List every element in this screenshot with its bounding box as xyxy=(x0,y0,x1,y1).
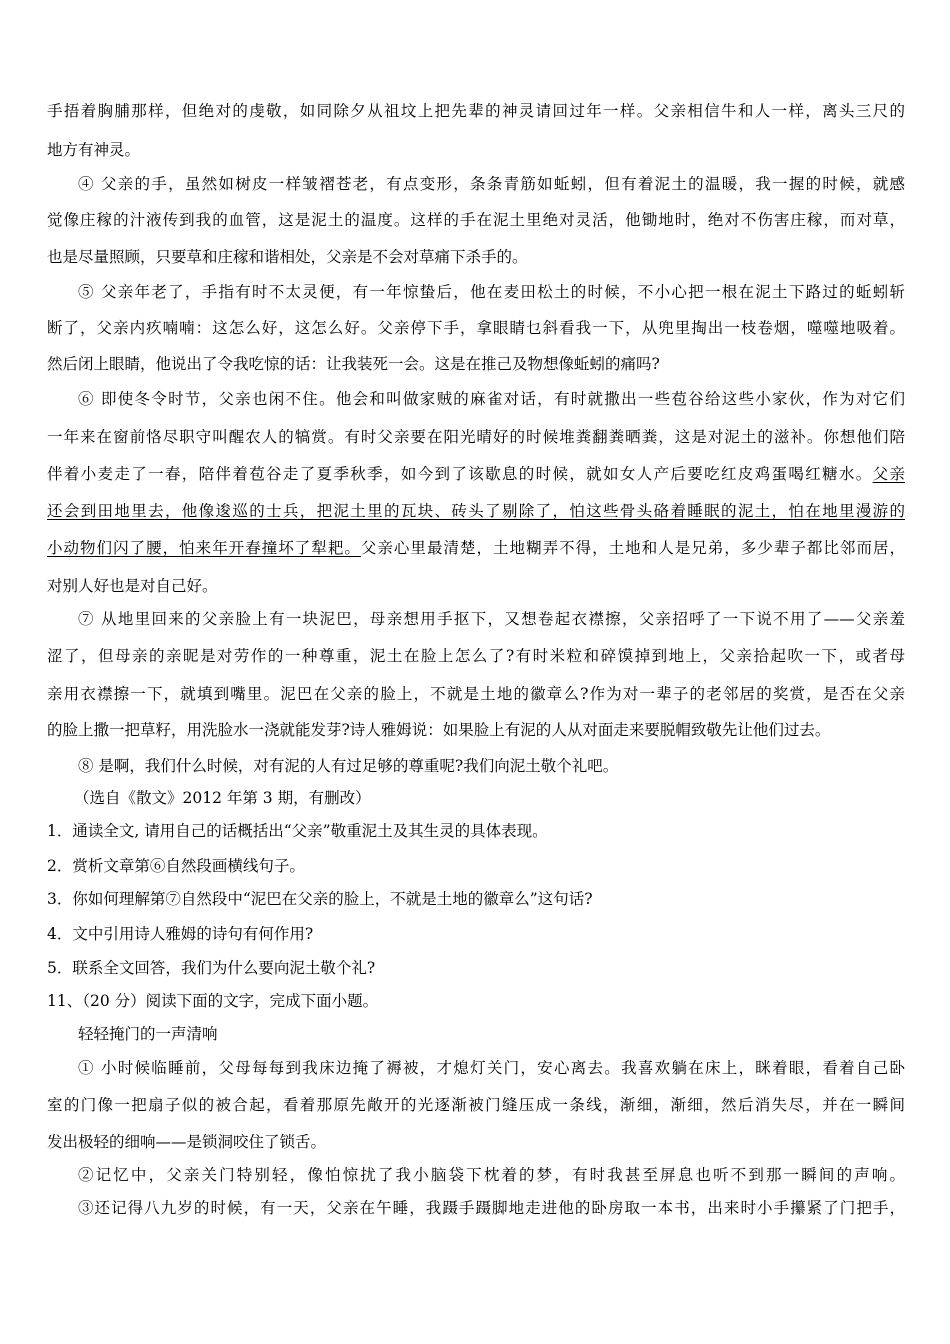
article-paragraph-1-line-1: ① 小时候临睡前，父母每每到我床边掩了褥被，才熄灯关门，安心离去。我喜欢躺在床上，眯着眼，看着自己卧 xyxy=(78,1059,905,1077)
source-note: （选自《散文》2012 年第 3 期，有删改） xyxy=(74,789,371,807)
paragraph-6-line-3 xyxy=(47,464,905,484)
question-11-heading: 11、（20 分）阅读下面的文字，完成下面小题。 xyxy=(47,992,379,1010)
article-paragraph-2: ②记忆中，父亲关门特别轻，像怕惊扰了我小脑袋下枕着的梦，有时我甚至屏息也听不到那一瞬间的声响。 xyxy=(78,1166,905,1184)
paragraph-6-line-6: 对别人好也是对自己好。 xyxy=(47,577,218,595)
question-3: 3．你如何理解第⑦自然段中“泥巴在父亲的脸上，不就是土地的徽章么”这句话? xyxy=(47,890,593,908)
paragraph-7-line-2: 涩了，但母亲的亲昵是对劳作的一种尊重，泥土在脸上怎么了?有时米粒和碎馍掉到地上，父亲拾起吹一下，或者母 xyxy=(47,647,905,665)
paragraph-4-line-1: ④ 父亲的手，虽然如树皮一样皱褶苍老，有点变形，条条青筋如蚯蚓，但有着泥土的温暖，我一握的时候，就感 xyxy=(78,175,905,193)
paragraph-5-line-3: 然后闭上眼睛，他说出了令我吃惊的话：让我装死一会。这是在推己及物想像蚯蚓的痛吗? xyxy=(47,355,660,373)
paragraph-6-text: 伴着小麦走了一春，陪伴着苞谷走了夏季秋季，如今到了该歇息的时候，就如女人产后要吃红皮鸡蛋喝红糖水。 xyxy=(47,465,873,483)
article-paragraph-1-line-2: 室的门像一把扇子似的被合起，看着那原先敞开的光逐渐被门缝压成一条线，渐细，渐细，然后消失尽，并在一瞬间 xyxy=(47,1096,905,1114)
paragraph-7-line-3: 亲用衣襟擦一下，就填到嘴里。泥巴在父亲的脸上，不就是土地的徽章么?作为对一辈子的老邻居的奖赏，是否在父亲 xyxy=(47,685,905,703)
paragraph-8: ⑧ 是啊，我们什么时候，对有泥的人有过足够的尊重呢?我们向泥土敬个礼吧。 xyxy=(78,757,619,775)
underlined-sentence: 父亲 xyxy=(872,465,905,483)
question-1: 1．通读全文, 请用自己的话概括出“父亲”敬重泥土及其生灵的具体表现。 xyxy=(47,822,548,840)
paragraph-5-line-1: ⑤ 父亲年老了，手指有时不太灵便，有一年惊蛰后，他在麦田松土的时候，不小心把一根在泥土下路过的蚯蚓斩 xyxy=(78,283,905,301)
article-paragraph-3: ③还记得八九岁的时候，有一天，父亲在午睡，我蹑手蹑脚地走进他的卧房取一本书，出来时小手攥紧了门把手， xyxy=(78,1199,905,1217)
paragraph-5-line-2: 断了，父亲内疚喃喃：这怎么好，这怎么好。父亲停下手，拿眼睛乜斜看我一下，从兜里掏出一枝卷烟，噬噬地吸着。 xyxy=(47,319,905,337)
article-paragraph-1-line-3: 发出极轻的细响——是锁洞咬住了锁舌。 xyxy=(47,1133,327,1151)
paragraph-6-line-5 xyxy=(47,538,905,558)
underlined-sentence-line-2: 还会到田地里去，他像逡巡的士兵，把泥土里的瓦块、砖头了剔除了，怕这些骨头硌着睡眠的泥土，怕在地里漫游的 xyxy=(47,502,905,520)
question-5: 5．联系全文回答，我们为什么要向泥土敬个礼? xyxy=(47,959,376,977)
paragraph-7-line-1: ⑦ 从地里回来的父亲脸上有一块泥巴，母亲想用手抠下，又想卷起衣襟擦，父亲招呼了一下说不用了——父亲羞 xyxy=(78,610,905,628)
paragraph-6-line-1: ⑥ 即使冬令时节，父亲也闲不住。他会和叫做家贼的麻雀对话，有时就撒出一些苞谷给这些小家伙，作为对它们 xyxy=(78,390,905,408)
paragraph-4-line-2: 觉像庄稼的汁液传到我的血管，这是泥土的温度。这样的手在泥土里绝对灵活，他锄地时，绝对不伤害庄稼，而对草， xyxy=(47,211,905,229)
question-2: 2．赏析文章第⑥自然段画横线句子。 xyxy=(47,857,305,875)
paragraph-7-line-4: 的脸上撒一把草籽，用洗脸水一浇就能发芽?诗人雅姆说：如果脸上有泥的人从对面走来要脱帽致敬先让他们过去。 xyxy=(47,721,831,739)
article-title: 轻轻掩门的一声清响 xyxy=(78,1025,218,1043)
paragraph-6-line-2: 一年来在窗前恪尽职守叫醒农人的犒赏。有时父亲要在阳光晴好的时候堆粪翻粪晒粪，这是对泥土的滋补。你想他们陪 xyxy=(47,428,905,446)
paragraph-3-line-2: 地方有神灵。 xyxy=(47,141,141,159)
underlined-sentence-end: 小动物们闪了腰，怕来年开春撞坏了犁耙。 xyxy=(47,539,361,557)
question-4: 4．文中引用诗人雅姆的诗句有何作用? xyxy=(47,925,314,943)
paragraph-6-text: 父亲心里最清楚，土地糊弄不得，土地和人是兄弟，多少辈子都比邻而居， xyxy=(360,539,905,557)
paragraph-4-line-3: 也是尽量照顾，只要草和庄稼和谐相处，父亲是不会对草痛下杀手的。 xyxy=(47,248,528,266)
paragraph-3-line-1: 手捂着胸脯那样，但绝对的虔敬，如同除夕从祖坟上把先辈的神灵请回过年一样。父亲相信牛和人一样，离头三尺的 xyxy=(47,102,905,120)
